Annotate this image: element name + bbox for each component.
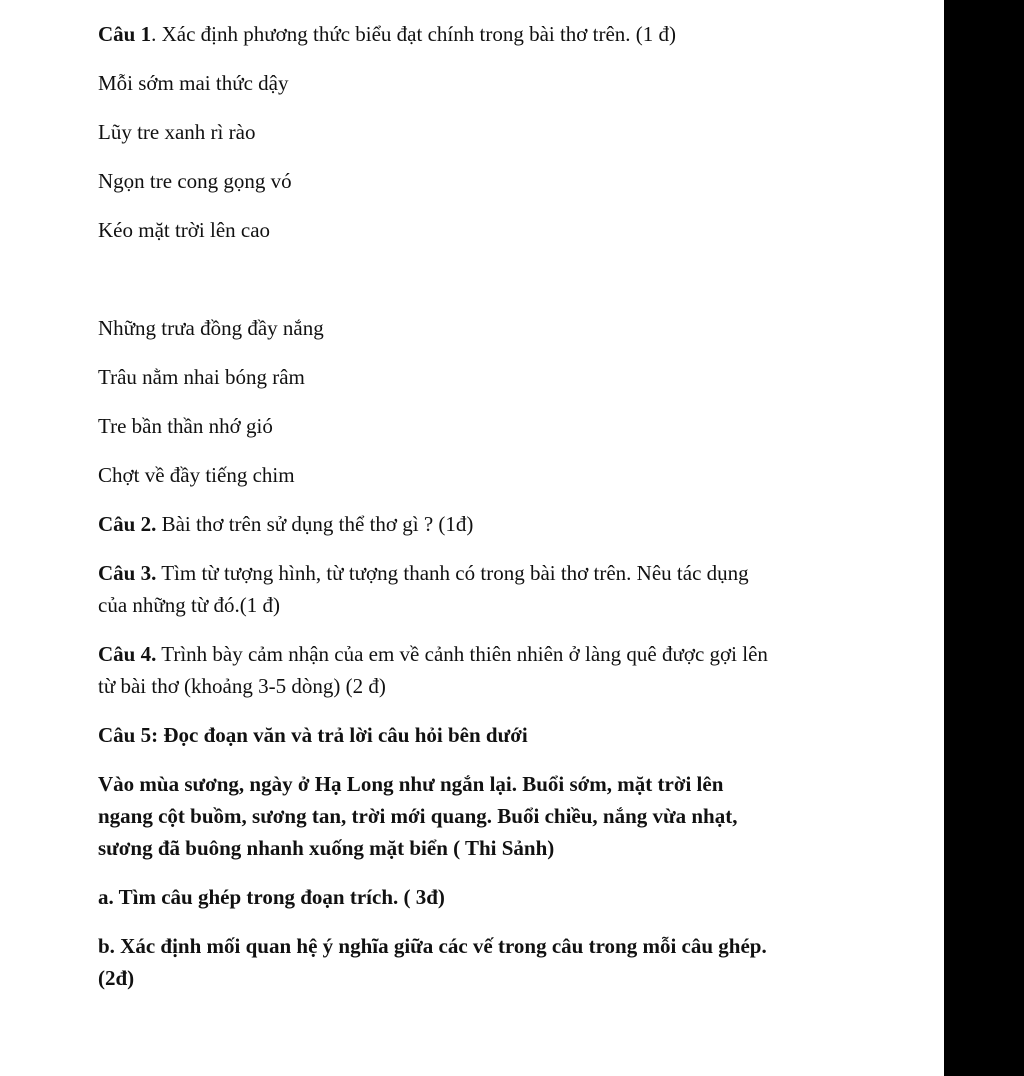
passage [98, 768, 898, 864]
poem-line: Mỗi sớm mai thức dậy [98, 71, 289, 95]
passage-line: Vào mùa sương, ngày ở Hạ Long như ngắn lại. Buổi sớm, mặt trời lên [98, 772, 724, 796]
question-1-label: Câu 1 [98, 22, 152, 46]
question-3-text-line2: của những từ đó.(1 đ) [98, 593, 280, 617]
question-5b-line2: (2đ) [98, 966, 135, 990]
passage-line: ngang cột buồm, sương tan, trời mới quang. Buổi chiều, nắng vừa nhạt, [98, 804, 738, 828]
question-5: Câu 5: Đọc đoạn văn và trả lời câu hỏi bên dưới [98, 723, 528, 747]
question-2-text: Bài thơ trên sử dụng thể thơ gì ? (1đ) [156, 512, 474, 536]
question-3-text-line1: Tìm từ tượng hình, từ tượng thanh có trong bài thơ trên. Nêu tác dụng [156, 561, 749, 585]
question-1 [98, 18, 898, 50]
question-4-text-line2: từ bài thơ (khoảng 3-5 dòng) (2 đ) [98, 674, 386, 698]
passage-line: sương đã buông nhanh xuống mặt biển ( Thi Sảnh) [98, 836, 555, 860]
question-1-text: . Xác định phương thức biểu đạt chính trong bài thơ trên. (1 đ) [151, 22, 677, 46]
question-2-label: Câu 2. [98, 512, 157, 536]
stanza-gap [98, 263, 898, 312]
question-5a: a. Tìm câu ghép trong đoạn trích. ( 3đ) [98, 885, 445, 909]
question-4-text-line1: Trình bày cảm nhận của em về cảnh thiên nhiên ở làng quê được gợi lên [156, 642, 768, 666]
poem-line: Trâu nằm nhai bóng râm [98, 365, 305, 389]
poem-line: Lũy tre xanh rì rào [98, 120, 256, 144]
poem-line: Chợt về đầy tiếng chim [98, 463, 295, 487]
black-side-bar [944, 0, 1024, 1076]
question-3-label: Câu 3. [98, 561, 157, 585]
poem-line: Ngọn tre cong gọng vó [98, 169, 292, 193]
poem-line: Kéo mặt trời lên cao [98, 218, 271, 242]
question-5b-line1: b. Xác định mối quan hệ ý nghĩa giữa các vế trong câu trong mỗi câu ghép. [98, 934, 767, 958]
question-3 [98, 557, 898, 621]
question-4-label: Câu 4. [98, 642, 157, 666]
poem-line: Tre bần thần nhớ gió [98, 414, 273, 438]
question-2 [98, 508, 898, 540]
question-5b [98, 930, 898, 994]
document-content [98, 18, 898, 1011]
question-4 [98, 638, 898, 702]
poem-line: Những trưa đồng đầy nắng [98, 316, 324, 340]
